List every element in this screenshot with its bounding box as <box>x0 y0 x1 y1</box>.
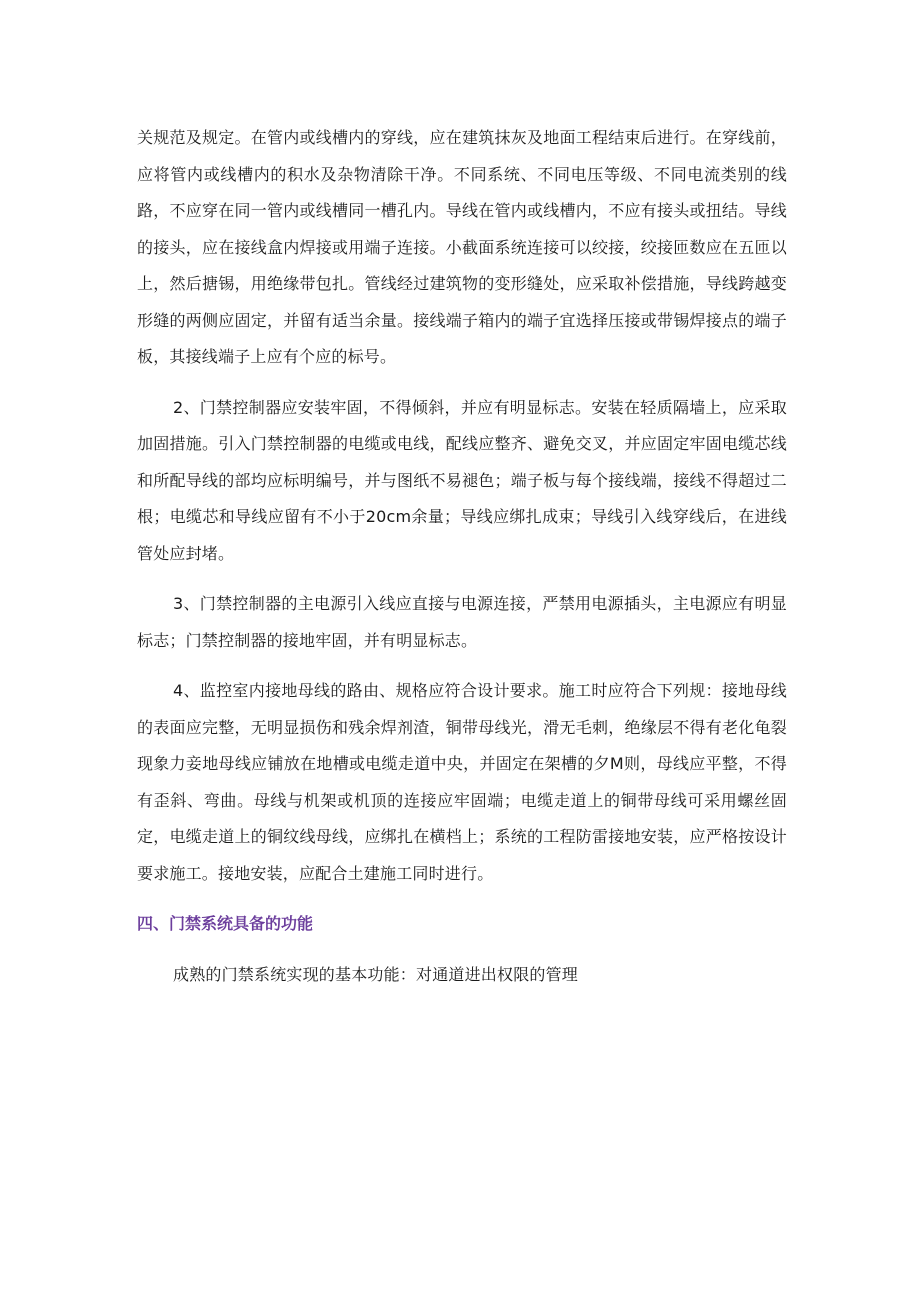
document-page <box>137 120 787 1007</box>
section-heading-functions: 四、门禁系统具备的功能 <box>137 914 314 933</box>
paragraph-grounding-busbar: 4、监控室内接地母线的路由、规格应符合设计要求。施工时应符合下列规：接地母线的表面应完整，无明显损伤和残余焊剂渣，铜带母线光，滑无毛刺，绝缘层不得有老化龟裂现象力妾地母线应铺放在地槽或电缆走道中央，并固定在架槽的夕M则，母线应平整，不得有歪斜、弯曲。母线与机架或机顶的连接应牢固端；电缆走道上的铜带母线可采用螺丝固定，电缆走道上的铜纹线母线，应绑扎在横档上；系统的工程防雷接地安装，应严格按设计要求施工。接地安装，应配合土建施工同时进行。 <box>137 681 787 883</box>
paragraph-cabling-rules: 关规范及规定。在管内或线槽内的穿线，应在建筑抹灰及地面工程结束后进行。在穿线前，应将管内或线槽内的积水及杂物清除干净。不同系统、不同电压等级、不同电流类别的线路，不应穿在同一管内或线槽同一槽孔内。导线在管内或线槽内，不应有接头或扭结。导线的接头，应在接线盒内焊接或用端子连接。小截面系统连接可以绞接，绞接匝数应在五匝以上，然后搪锡，用绝缘带包扎。管线经过建筑物的变形缝处，应采取补偿措施，导线跨越变形缝的两侧应固定，并留有适当余量。接线端子箱内的端子宜选择压接或带锡焊接点的端子板，其接线端子上应有个应的标号。 <box>137 128 787 366</box>
paragraph-basic-functions: 成熟的门禁系统实现的基本功能：对通道进出权限的管理 <box>173 964 579 984</box>
paragraph-controller-installation: 2、门禁控制器应安装牢固，不得倾斜，并应有明显标志。安装在轻质隔墙上，应采取加固措施。引入门禁控制器的电缆或电线，配线应整齐、避免交叉，并应固定牢固电缆芯线和所配导线的部均应标明编号，并与图纸不易褪色；端子板与每个接线端，接线不得超过二根；电缆芯和导线应留有不小于20cm余量；导线应绑扎成束；导线引入线穿线后，在进线管处应封堵。 <box>137 397 787 563</box>
paragraph-power-supply: 3、门禁控制器的主电源引入线应直接与电源连接，严禁用电源插头，主电源应有明显标志；门禁控制器的接地牢固，并有明显标志。 <box>137 594 787 650</box>
